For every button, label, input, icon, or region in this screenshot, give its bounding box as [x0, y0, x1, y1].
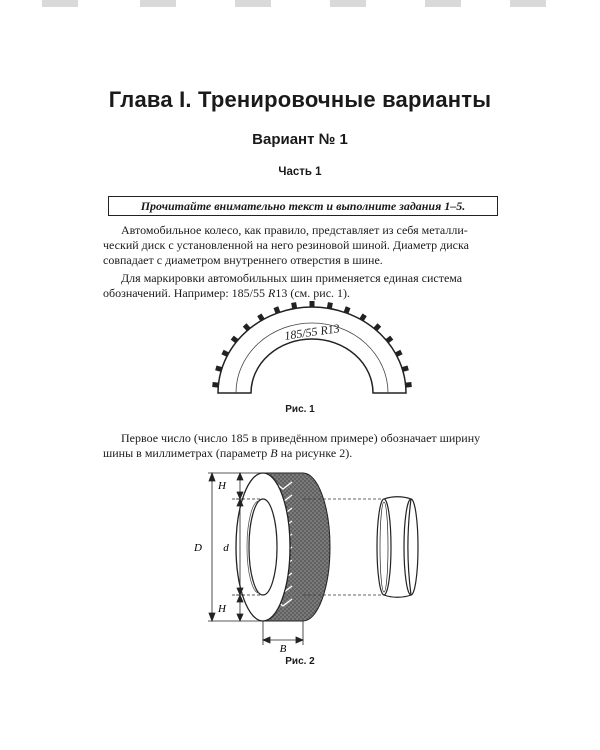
figure2-tire-dimensions — [0, 465, 600, 655]
figure2-caption: Рис. 2 — [285, 656, 315, 667]
paragraph-marking — [103, 271, 507, 301]
tire-marking-text: 185/55 R13 — [283, 321, 341, 343]
figure1-caption: Рис. 1 — [285, 404, 315, 415]
tire-sidewall — [218, 307, 406, 393]
dimension-label-h-top: H — [218, 480, 226, 492]
chapter-title: Глава I. Тренировочные варианты — [108, 87, 492, 112]
instruction-box: Прочитайте внимательно текст и выполните задания 1–5. — [108, 196, 498, 216]
dimension-label-D: D — [194, 542, 202, 554]
inline-text: (см. рис. 1). — [287, 286, 351, 300]
paragraph-line: Для маркировки автомобильных шин применяется единая система — [121, 271, 463, 285]
dimension-label-B: B — [279, 643, 287, 655]
paragraph-wheel-description — [103, 223, 507, 268]
paragraph-width — [103, 431, 507, 461]
paragraph-line — [103, 286, 507, 301]
tire-rim-opening — [249, 499, 277, 595]
inline-code-letter: R — [268, 286, 276, 300]
top-edge-artifact — [30, 0, 570, 14]
figure1-tire-arc — [0, 300, 600, 400]
variant-title: Вариант № 1 — [252, 131, 348, 148]
paragraph-line: ческий диск с установленной на него резиновой шиной. Диаметр диска — [103, 238, 469, 252]
inline-text: на рисунке 2). — [277, 446, 353, 460]
inline-text: обозначений. Например: 185/55 — [103, 286, 269, 300]
inline-text: шины в миллиметрах (параметр — [103, 446, 271, 460]
tread-block — [310, 301, 315, 307]
part-title: Часть 1 — [278, 166, 322, 178]
paragraph-line: совпадает с диаметром внутреннего отверстия в шине. — [103, 253, 383, 267]
paragraph-line: Автомобильное колесо, как правило, представляет из себя металли- — [121, 223, 468, 237]
paragraph-line — [103, 446, 507, 461]
inline-number: 13 — [275, 286, 288, 300]
paragraph-line: Первое число (число 185 в приведённом примере) обозначает ширину — [121, 431, 481, 445]
dimension-label-d: d — [223, 542, 229, 554]
inline-variable: B — [270, 446, 278, 460]
dimension-label-h-bottom: H — [218, 603, 226, 615]
wheel-rim — [377, 497, 418, 598]
